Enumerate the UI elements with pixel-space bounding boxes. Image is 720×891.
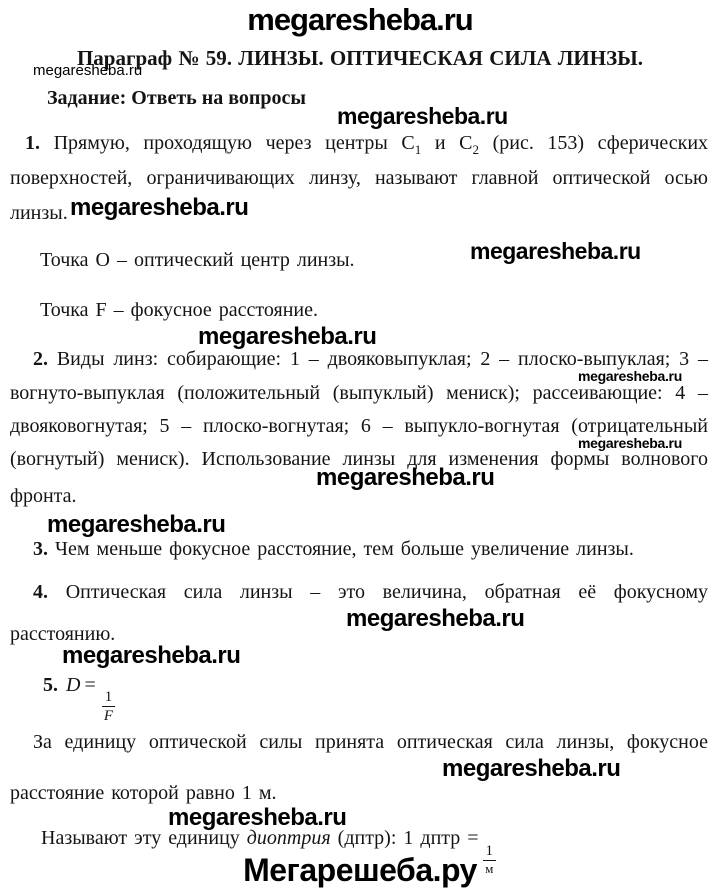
- dioptre-fraction-denominator: м: [485, 860, 494, 876]
- watermark-top: megaresheba.ru: [247, 2, 473, 37]
- watermark-center-1: megaresheba.ru: [337, 103, 508, 129]
- watermark-q4: megaresheba.ru: [62, 642, 241, 669]
- q4-text-1: Оптическая сила линзы – это величина, обратная её фокусному: [65, 581, 709, 603]
- unit-line-2: расстояние которой равно 1 м.: [10, 782, 277, 804]
- watermark-small-right-2: megaresheba.ru: [578, 435, 682, 451]
- q2-number: 2.: [33, 348, 48, 370]
- watermark-small-right-1: megaresheba.ru: [578, 368, 682, 384]
- q1-subscript-1: 1: [414, 142, 422, 157]
- q5-variable: D: [66, 674, 81, 696]
- watermark-center-3: megaresheba.ru: [346, 605, 525, 632]
- q1-text-b: и C: [434, 132, 473, 154]
- watermark-small-left: megaresheba.ru: [33, 62, 143, 79]
- q3-text: Чем меньше фокусное расстояние, тем больше увеличение линзы.: [55, 538, 634, 560]
- q2-line-4: (вогнутый) мениск). Использование линзы для изменения формы волнового: [10, 448, 708, 470]
- q2-text-1: Виды линз: собирающие: 1 – двояковыпуклая; 2 – плоско-выпуклая; 3 –: [56, 348, 709, 370]
- watermark-q2-bottom: megaresheba.ru: [47, 511, 226, 538]
- q1-subscript-2: 2: [472, 142, 479, 157]
- unit-line-1: За единицу оптической силы принята оптическая сила линзы, фокусное: [33, 731, 708, 753]
- q1-line-1: [10, 131, 708, 156]
- q1-line-3: линзы.: [10, 202, 68, 224]
- watermark-center-right: megaresheba.ru: [316, 464, 495, 491]
- dioptre-equals: =: [467, 827, 479, 849]
- q5-number: 5.: [43, 674, 58, 696]
- watermark-right-1: megaresheba.ru: [470, 238, 641, 264]
- dioptre-term: диоптрия: [246, 827, 331, 849]
- q4-line-1: [10, 580, 708, 605]
- footer-brand: Мегарешеба.ру: [243, 852, 477, 888]
- q2-line-5: фронта.: [10, 485, 77, 507]
- q2-line-2: вогнуто-выпуклая (положительный (выпуклый) мениск); рассеивающие: 4 –: [10, 382, 708, 404]
- dioptre-pre: Называют эту единицу: [41, 827, 240, 849]
- q2-line-3: двояковогнутая; 5 – плоско-вогнутая; 6 – выпукло-вогнутая (отрицательный: [10, 415, 708, 437]
- watermark-center-2: megaresheba.ru: [198, 323, 377, 350]
- dioptre-post: (дптр): 1 дптр: [337, 827, 461, 849]
- q4-number: 4.: [33, 581, 48, 603]
- q5-equals: =: [84, 674, 96, 696]
- point-o-line: Точка O – оптический центр линзы.: [40, 249, 355, 271]
- q3-number: 3.: [33, 538, 48, 560]
- watermark-q1: megaresheba.ru: [70, 194, 249, 221]
- q1-number: 1.: [25, 132, 40, 154]
- q1-text-a: Прямую, проходящую через центры C: [53, 132, 415, 154]
- paragraph-title: Параграф № 59. ЛИНЗЫ. ОПТИЧЕСКАЯ СИЛА ЛИНЗЫ.: [76, 46, 644, 70]
- q1-line-2: поверхностей, ограничивающих линзу, называют главной оптической осью: [10, 167, 708, 189]
- q5-formula: [43, 674, 115, 724]
- watermark-right-2: megaresheba.ru: [442, 755, 621, 782]
- task-heading: Задание: Ответь на вопросы: [47, 87, 307, 109]
- q5-fraction-denominator: F: [103, 707, 114, 724]
- q5-fraction-numerator: 1: [102, 689, 116, 707]
- point-f-line: Точка F – фокусное расстояние.: [40, 299, 318, 321]
- watermark-bottom-1: megaresheba.ru: [168, 804, 347, 831]
- q3-line: [10, 537, 708, 562]
- q5-fraction: [102, 689, 116, 724]
- dioptre-fraction-numerator: 1: [483, 843, 497, 861]
- q4-line-2: расстоянию.: [10, 623, 116, 645]
- q1-text-c: (рис. 153) сферических: [492, 132, 709, 154]
